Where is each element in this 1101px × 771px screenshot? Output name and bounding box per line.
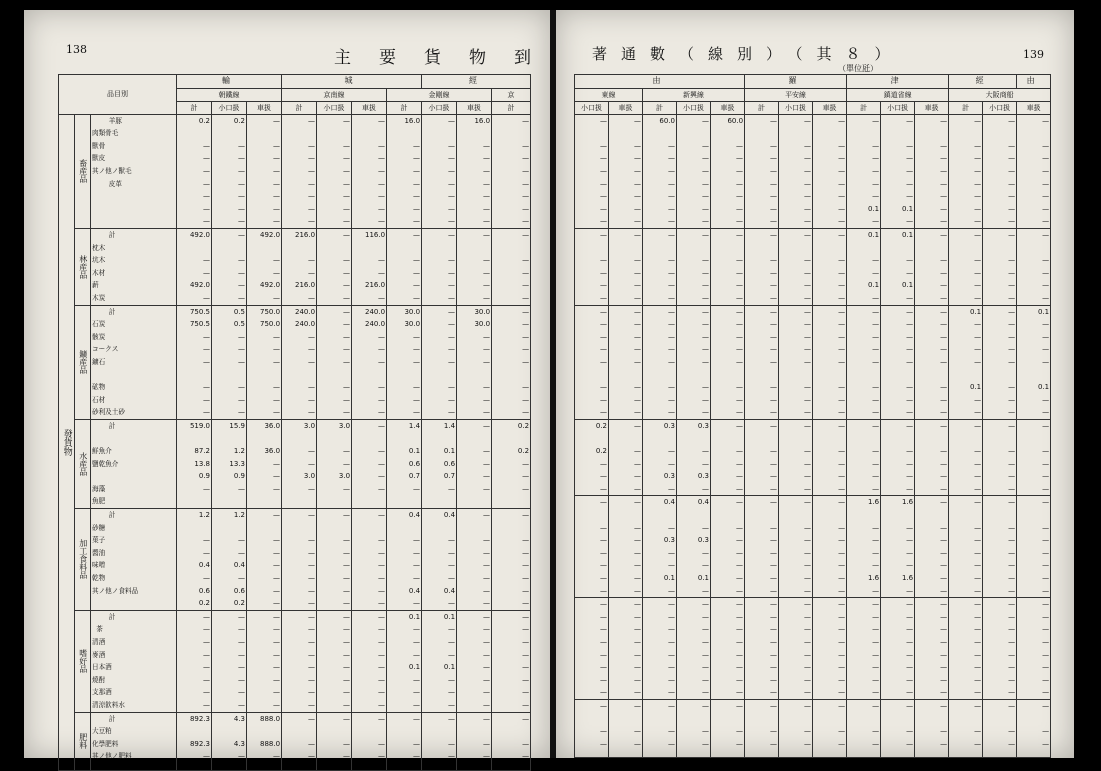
value-cell: — — — — —: [609, 228, 643, 305]
item-names: 計 枕木 坑木 木材 薪 木炭: [91, 228, 177, 305]
value-cell: — — — — —: [457, 228, 492, 305]
value-cell: 492.0 — — 492.0 —: [177, 228, 212, 305]
value-cell: — — — — —: [317, 228, 352, 305]
value-cell: — — — — — — — —: [282, 610, 317, 712]
value-cell: — — — — —: [745, 228, 779, 305]
value-cell: — — — — — — — —: [847, 598, 881, 700]
value-cell: — — — — — — —: [317, 509, 352, 611]
value-cell: 0.2 — — — — — — —: [212, 114, 247, 228]
table-row: [59, 228, 531, 305]
value-cell: — — — — — — — —: [949, 598, 983, 700]
value-cell: — — — — — — —: [609, 496, 643, 598]
value-cell: — — — — — — — —: [609, 305, 643, 419]
value-cell: — — — — — — — —: [575, 305, 609, 419]
group-header: 經: [422, 75, 531, 89]
value-cell: — — — — —: [915, 228, 949, 305]
value-cell: — — — — — — —: [247, 509, 282, 611]
group-header: 由: [575, 75, 745, 89]
value-cell: — — — — — — — —: [575, 598, 609, 700]
item-names: 計 砂糖 菓子 醬油 味噌 乾物 其ノ他ノ食料品: [91, 509, 177, 611]
column-header: 車扱: [1017, 101, 1051, 114]
value-cell: — — — — — — — —: [317, 610, 352, 712]
value-cell: 1.6 — — — — 1.6 —: [881, 496, 915, 598]
table-row: [575, 419, 1051, 496]
value-cell: 0.3 — — 0.3 —: [677, 419, 711, 496]
group-header: 由: [1017, 75, 1051, 89]
value-cell: 519.0 87.2 13.8 0.9 —: [177, 419, 212, 508]
group-header: 津: [847, 75, 949, 89]
line-header: 京: [492, 88, 531, 101]
value-cell: — — —: [915, 699, 949, 757]
value-cell: — — — — — — —: [711, 496, 745, 598]
value-cell: 4.3 4.3 —: [212, 712, 247, 770]
value-cell: — — — — —: [609, 419, 643, 496]
value-cell: — — — — — — — —: [813, 598, 847, 700]
value-cell: — — —: [609, 699, 643, 757]
table-row: [575, 598, 1051, 700]
item-names: 羊豚 肉類骨毛 獸骨 獸皮 其ノ他ノ獸毛 皮革: [91, 114, 177, 228]
table-row: [575, 228, 1051, 305]
value-cell: 30.0 30.0 — — — — — —: [387, 305, 422, 419]
value-cell: — — — — — — — —: [915, 305, 949, 419]
value-cell: — — — — —: [677, 228, 711, 305]
group-header: 經: [949, 75, 1017, 89]
value-cell: 216.0 — — 216.0 —: [282, 228, 317, 305]
column-header: 計: [177, 101, 212, 114]
value-cell: — — — — — — — —: [983, 598, 1017, 700]
value-cell: — — — — — — —: [949, 496, 983, 598]
column-header: 小口扱: [422, 101, 457, 114]
value-cell: — — —: [983, 699, 1017, 757]
line-header: 新興線: [643, 88, 745, 101]
value-cell: 1.4 0.1 0.6 0.7 —: [422, 419, 457, 508]
value-cell: — — —: [643, 699, 677, 757]
value-cell: 492.0 — — 492.0 —: [247, 228, 282, 305]
column-header: 計: [745, 101, 779, 114]
value-cell: 892.3 892.3 —: [177, 712, 212, 770]
value-cell: — — — — — — — —: [983, 305, 1017, 419]
value-cell: 1.4 0.1 0.6 0.7 —: [387, 419, 422, 508]
value-cell: — — — — —: [949, 419, 983, 496]
value-cell: — — — — —: [212, 228, 247, 305]
value-cell: — — —: [949, 699, 983, 757]
value-cell: — — — — — — — —: [609, 114, 643, 228]
line-header: 鎮道省線: [847, 88, 949, 101]
value-cell: — — — — —: [1017, 419, 1051, 496]
value-cell: — — — — — — —: [983, 496, 1017, 598]
value-cell: — — — — —: [983, 419, 1017, 496]
group-header: 羅: [745, 75, 847, 89]
category-label: 林産品: [75, 228, 91, 305]
value-cell: — — — — — — — —: [317, 114, 352, 228]
left-data-table: [58, 74, 531, 771]
value-cell: — — — — —: [352, 419, 387, 508]
value-cell: — — — — —: [492, 228, 531, 305]
line-header: 金剛線: [387, 88, 492, 101]
group-header: 城: [282, 75, 422, 89]
value-cell: 0.2 — — — — — — —: [177, 114, 212, 228]
value-cell: — — —: [317, 712, 352, 770]
value-cell: — — — — — — — —: [422, 305, 457, 419]
value-cell: — — — — — — — —: [949, 114, 983, 228]
value-cell: 750.0 750.0 — — — — — —: [247, 305, 282, 419]
value-cell: — — — — —: [949, 228, 983, 305]
value-cell: — — —: [575, 699, 609, 757]
value-cell: — — — — —: [813, 419, 847, 496]
column-header: 計: [643, 101, 677, 114]
value-cell: 240.0 240.0 — — — — — —: [282, 305, 317, 419]
column-header: 計: [847, 101, 881, 114]
value-cell: 0.1 — — 0.1 —: [847, 228, 881, 305]
value-cell: — — — — — — —: [779, 496, 813, 598]
value-cell: 0.3 — — 0.3 —: [643, 419, 677, 496]
value-cell: — — — — —: [881, 419, 915, 496]
value-cell: — — — — — — — —: [745, 114, 779, 228]
table-row: [59, 712, 531, 770]
value-cell: — — — — —: [813, 228, 847, 305]
category-label: 嗜好品: [75, 610, 91, 712]
value-cell: — — — — — — —: [745, 496, 779, 598]
value-cell: — — —: [677, 699, 711, 757]
value-cell: — — — — — — — —: [643, 598, 677, 700]
column-header: 小口扱: [677, 101, 711, 114]
value-cell: — — — — —: [387, 228, 422, 305]
value-cell: — — —: [745, 699, 779, 757]
item-names: 計 石炭 骸炭 コークス 鑛石 砿物 石材 砂利及土砂: [91, 305, 177, 419]
value-cell: — — — — — — — —: [457, 610, 492, 712]
page-number-right: 139: [1023, 48, 1044, 61]
value-cell: — — — — — — 0.1 —: [881, 114, 915, 228]
value-cell: — — — — —: [983, 228, 1017, 305]
column-header: 計: [282, 101, 317, 114]
value-cell: — — — — —: [847, 419, 881, 496]
value-cell: — — —: [387, 712, 422, 770]
value-cell: — — — — —: [1017, 228, 1051, 305]
value-cell: — — — — — — — —: [247, 114, 282, 228]
value-cell: — — — — — — — —: [643, 305, 677, 419]
value-cell: — — —: [779, 699, 813, 757]
right-data-table: [574, 74, 1051, 758]
line-header: 大阪商船: [949, 88, 1051, 101]
value-cell: — — — — — — — —: [779, 305, 813, 419]
value-cell: — — — — —: [745, 419, 779, 496]
value-cell: — — — — — — — —: [575, 114, 609, 228]
value-cell: — — — — — — — —: [492, 610, 531, 712]
table-row: [575, 114, 1051, 228]
value-cell: — — — — — — —: [575, 496, 609, 598]
outer-category-label: 發貨物: [59, 114, 75, 770]
value-cell: 60.0 — — — — — — —: [643, 114, 677, 228]
value-cell: — — — — —: [711, 228, 745, 305]
category-label: 畜産品: [75, 114, 91, 228]
value-cell: — — — — —: [457, 419, 492, 508]
value-cell: — — — — — — —: [457, 509, 492, 611]
value-cell: — — —: [492, 712, 531, 770]
column-header: 車扱: [813, 101, 847, 114]
table-row: [59, 509, 531, 611]
value-cell: — — — — — — — —: [677, 598, 711, 700]
value-cell: — — — — — — — —: [711, 305, 745, 419]
column-header: 小口扱: [983, 101, 1017, 114]
value-cell: 0.1 — — — — 0.1 — —: [949, 305, 983, 419]
item-names: 計 鮮魚介 鹽乾魚介 海藻 魚肥: [91, 419, 177, 508]
column-header: 車扱: [711, 101, 745, 114]
value-cell: 36.0 36.0 — — —: [247, 419, 282, 508]
table-row: [575, 305, 1051, 419]
category-label: 肥料: [75, 712, 91, 770]
column-header: 小口扱: [575, 101, 609, 114]
value-cell: — — — — — — — —: [677, 114, 711, 228]
value-cell: — — — — —: [422, 228, 457, 305]
item-names: 計 大豆粕 化學肥料 其ノ他ノ肥料: [91, 712, 177, 770]
value-cell: 1.6 — — — — 1.6 —: [847, 496, 881, 598]
value-cell: — — — — — — —: [282, 509, 317, 611]
value-cell: 16.0 — — — — — — —: [387, 114, 422, 228]
value-cell: — — — — — — — —: [609, 598, 643, 700]
value-cell: — — — — —: [575, 228, 609, 305]
value-cell: — — — — — — — —: [352, 610, 387, 712]
line-header: 朝鐵線: [177, 88, 282, 101]
value-cell: — — — — — — — —: [915, 114, 949, 228]
category-label: 加工食料品: [75, 509, 91, 611]
value-cell: — — — — —: [711, 419, 745, 496]
column-header: 小口扱: [317, 101, 352, 114]
value-cell: — — —: [1017, 699, 1051, 757]
column-header: 計: [387, 101, 422, 114]
value-cell: — — — — — — — —: [177, 610, 212, 712]
value-cell: — — — — — — — —: [881, 305, 915, 419]
table-row: [59, 305, 531, 419]
value-cell: 0.1 — — 0.1 —: [881, 228, 915, 305]
table-row: [575, 699, 1051, 757]
value-cell: 0.1 — — — 0.1 — — —: [422, 610, 457, 712]
value-cell: 0.2 0.2 — — —: [575, 419, 609, 496]
value-cell: — — — — — — — —: [779, 114, 813, 228]
value-cell: 60.0 — — — — — — —: [711, 114, 745, 228]
value-cell: — — — — — — — —: [677, 305, 711, 419]
value-cell: 15.9 1.2 13.3 0.9 —: [212, 419, 247, 508]
value-cell: 30.0 30.0 — — — — — —: [457, 305, 492, 419]
value-cell: — — — — — — — —: [282, 114, 317, 228]
value-cell: — — — — — — — —: [422, 114, 457, 228]
value-cell: — — — — —: [915, 419, 949, 496]
value-cell: 0.2 0.2 — — —: [492, 419, 531, 508]
table-row: [59, 114, 531, 228]
value-cell: — — — — — — — —: [212, 610, 247, 712]
column-header: 車扱: [247, 101, 282, 114]
value-cell: — — —: [711, 699, 745, 757]
item-names: 計 茶 清酒 麥酒 日本酒 燒酎 支那酒 清涼飮料水: [91, 610, 177, 712]
value-cell: 0.4 — — — — 0.4 —: [387, 509, 422, 611]
title-right: 著通數（線別）（其８）: [592, 45, 904, 63]
value-cell: 750.5 750.5 — — — — — —: [177, 305, 212, 419]
value-cell: — — —: [457, 712, 492, 770]
value-cell: — — — — — — — —: [317, 305, 352, 419]
value-cell: — — — — — — — —: [711, 598, 745, 700]
value-cell: — — — — — — — —: [247, 610, 282, 712]
value-cell: 0.1 — — — 0.1 — — —: [387, 610, 422, 712]
value-cell: 1.2 — — 0.4 — 0.6 0.2: [212, 509, 247, 611]
value-cell: 888.0 888.0 —: [247, 712, 282, 770]
value-cell: — — —: [881, 699, 915, 757]
column-header: 小口扱: [881, 101, 915, 114]
value-cell: — — — — — — — —: [492, 114, 531, 228]
value-cell: — — —: [813, 699, 847, 757]
value-cell: 0.4 — 0.3 — — 0.1 —: [643, 496, 677, 598]
column-header: 計: [949, 101, 983, 114]
item-header: 品目別: [59, 75, 177, 115]
column-header: 車扱: [609, 101, 643, 114]
table-row: [575, 496, 1051, 598]
value-cell: 1.2 — — 0.4 — 0.6 0.2: [177, 509, 212, 611]
value-cell: — — — — — — — —: [983, 114, 1017, 228]
unit-label: （單位瓩）: [838, 64, 878, 73]
value-cell: — — — — — — — —: [492, 305, 531, 419]
value-cell: — — — — —: [779, 228, 813, 305]
value-cell: — — — — — — — —: [745, 305, 779, 419]
value-cell: — — — — — — —: [1017, 496, 1051, 598]
column-header: 小口扱: [779, 101, 813, 114]
value-cell: — — — — — — —: [352, 509, 387, 611]
column-header: 車扱: [915, 101, 949, 114]
value-cell: 3.0 — — 3.0 —: [282, 419, 317, 508]
column-header: 車扱: [457, 101, 492, 114]
value-cell: — — — — — — 0.1 —: [847, 114, 881, 228]
line-header: 京南線: [282, 88, 387, 101]
value-cell: — — —: [352, 712, 387, 770]
value-cell: 116.0 — — 216.0 —: [352, 228, 387, 305]
title-left: 主要貨物到: [334, 48, 559, 68]
group-header: 輸: [177, 75, 282, 89]
value-cell: — — —: [282, 712, 317, 770]
column-header: 計: [492, 101, 531, 114]
category-label: 鑛産品: [75, 305, 91, 419]
value-cell: — — — — — — — —: [1017, 114, 1051, 228]
value-cell: 0.4 — 0.3 — — 0.1 —: [677, 496, 711, 598]
value-cell: — — — — — — — —: [847, 305, 881, 419]
table-row: [59, 610, 531, 712]
value-cell: — — — — — — — —: [779, 598, 813, 700]
line-header: 東線: [575, 88, 643, 101]
value-cell: — — — — — — — —: [881, 598, 915, 700]
value-cell: — — —: [847, 699, 881, 757]
page-number-left: 138: [66, 43, 87, 56]
value-cell: — — — — — — —: [915, 496, 949, 598]
value-cell: 240.0 240.0 — — — — — —: [352, 305, 387, 419]
value-cell: 16.0 — — — — — — —: [457, 114, 492, 228]
value-cell: — — — — — — —: [492, 509, 531, 611]
value-cell: — — — — — — — —: [352, 114, 387, 228]
value-cell: — — — — — — — —: [915, 598, 949, 700]
value-cell: — — — — — — — —: [813, 114, 847, 228]
value-cell: — — — — — — — —: [1017, 598, 1051, 700]
value-cell: — — — — —: [643, 228, 677, 305]
line-header: 平安線: [745, 88, 847, 101]
value-cell: — — — — —: [779, 419, 813, 496]
column-header: 車扱: [352, 101, 387, 114]
value-cell: — — — — — — —: [813, 496, 847, 598]
value-cell: 3.0 — — 3.0 —: [317, 419, 352, 508]
category-label: 水産品: [75, 419, 91, 508]
value-cell: — — —: [422, 712, 457, 770]
value-cell: — — — — — — — —: [745, 598, 779, 700]
table-row: [59, 419, 531, 508]
value-cell: 0.1 — — — — 0.1 — —: [1017, 305, 1051, 419]
column-header: 小口扱: [212, 101, 247, 114]
value-cell: — — — — — — — —: [813, 305, 847, 419]
value-cell: 0.4 — — — — 0.4 —: [422, 509, 457, 611]
value-cell: 0.5 0.5 — — — — — —: [212, 305, 247, 419]
